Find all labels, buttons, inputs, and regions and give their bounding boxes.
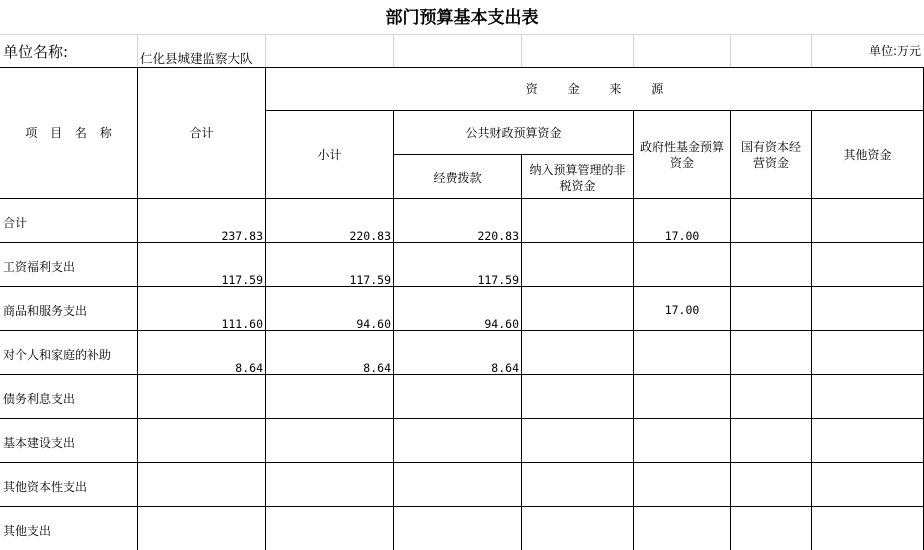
row-gov-fund: 17.00	[664, 303, 700, 317]
row-name: 其他支出	[3, 524, 52, 538]
header-subtotal: 小计	[317, 148, 342, 162]
row-divider	[0, 462, 924, 463]
column-divider	[730, 110, 731, 550]
header-total: 合计	[189, 126, 214, 140]
row-subtotal: 8.64	[363, 361, 391, 375]
row-name: 其他资本性支出	[3, 480, 88, 494]
row-subtotal: 117.59	[349, 273, 391, 287]
header-other-funds: 其他资金	[843, 148, 892, 162]
row-name: 基本建设支出	[3, 436, 76, 450]
row-name: 债务利息支出	[3, 392, 76, 406]
gridline	[393, 34, 394, 68]
row-gov-fund: 17.00	[664, 229, 700, 243]
header-gov-fund-line2: 资金	[669, 156, 694, 170]
column-divider	[633, 110, 634, 550]
header-public-finance: 公共财政预算资金	[465, 126, 562, 140]
page-title: 部门预算基本支出表	[385, 8, 539, 28]
row-appropriation: 94.60	[484, 317, 519, 331]
row-appropriation: 220.83	[477, 229, 519, 243]
row-subtotal: 94.60	[356, 317, 391, 331]
row-total: 111.60	[221, 317, 263, 331]
gridline	[137, 34, 138, 68]
gridline	[265, 34, 266, 68]
row-total: 8.64	[235, 361, 263, 375]
row-divider	[0, 418, 924, 419]
row-appropriation: 8.64	[491, 361, 519, 375]
unit-name-label: 单位名称:	[3, 43, 69, 61]
table-border	[0, 67, 924, 68]
row-name: 合计	[3, 216, 28, 230]
header-appropriation: 经费拨款	[433, 171, 482, 185]
unit-label: 单位:万元	[868, 44, 921, 58]
row-total: 117.59	[221, 273, 263, 287]
header-item-name: 项 目 名 称	[25, 126, 112, 140]
column-divider	[265, 67, 266, 550]
row-appropriation: 117.59	[477, 273, 519, 287]
gridline	[730, 34, 731, 68]
gridline	[811, 34, 812, 68]
column-divider	[521, 154, 522, 550]
table-border	[0, 198, 924, 199]
header-gov-fund-line1: 政府性基金预算	[639, 140, 724, 154]
header-fund-source: 资 金 来 源	[525, 82, 664, 96]
table-border	[393, 154, 633, 155]
row-subtotal: 220.83	[349, 229, 391, 243]
table-border	[265, 110, 924, 111]
gridline	[521, 34, 522, 68]
row-name: 对个人和家庭的补助	[3, 348, 112, 362]
gridline	[0, 34, 924, 35]
header-state-capital-line2: 营资金	[752, 156, 789, 170]
header-non-tax-line1: 纳入预算管理的非	[529, 163, 626, 177]
row-total: 237.83	[221, 229, 263, 243]
row-name: 商品和服务支出	[3, 304, 88, 318]
column-divider	[811, 110, 812, 550]
unit-name-value: 仁化县城建监察大队	[140, 51, 253, 66]
header-state-capital-line1: 国有资本经	[740, 140, 801, 154]
row-divider	[0, 506, 924, 507]
gridline	[633, 34, 634, 68]
header-non-tax-line2: 税资金	[559, 179, 596, 193]
row-name: 工资福利支出	[3, 260, 76, 274]
